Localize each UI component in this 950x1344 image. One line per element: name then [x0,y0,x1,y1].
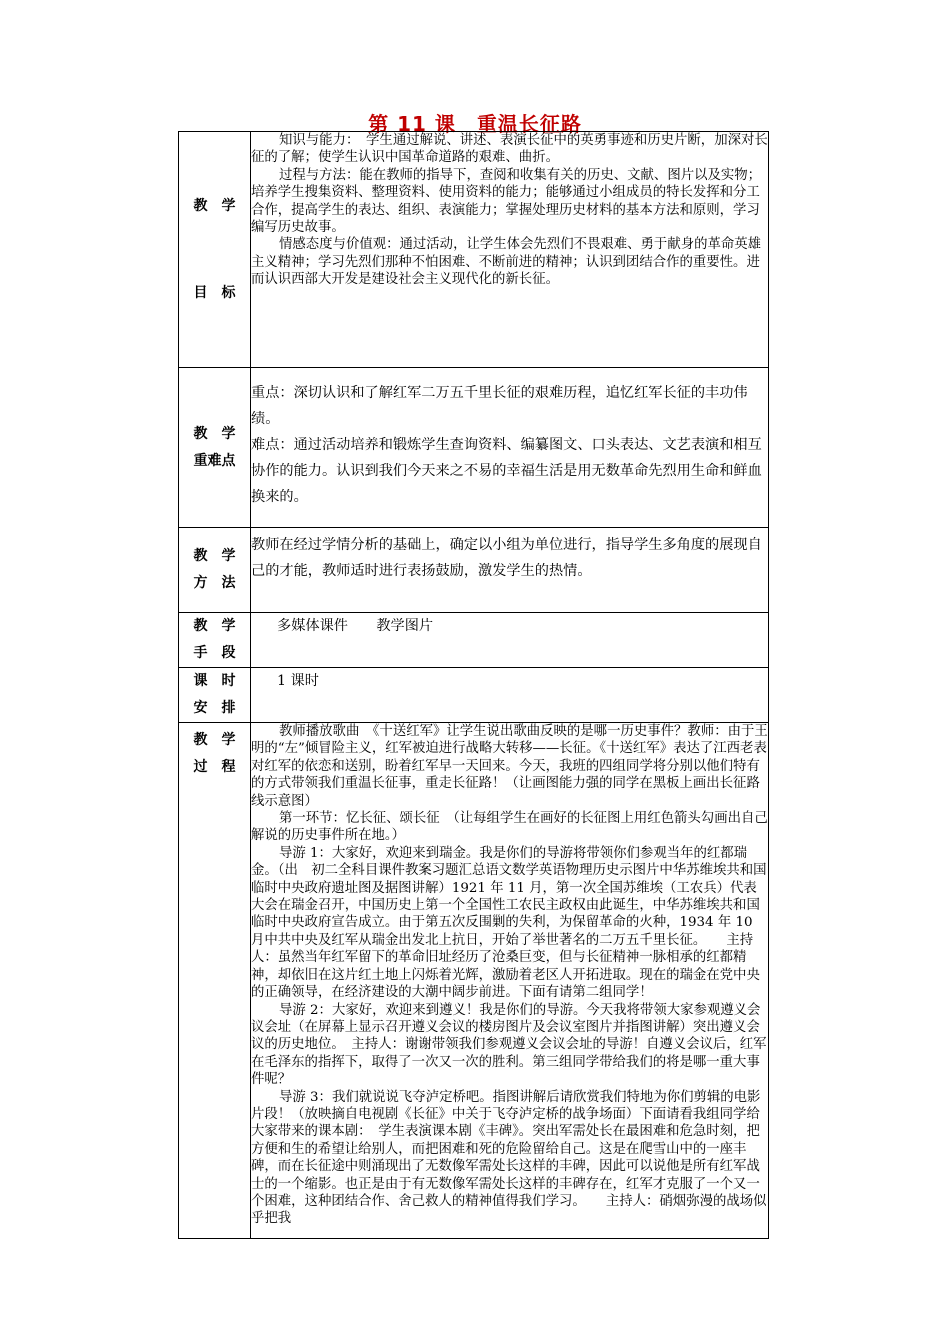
hours-text: 1 课时 [277,673,319,689]
paragraph: 教师在经过学情分析的基础上，确定以小组为单位进行，指导学生多角度的展现自己的才能，教师适时进行表扬鼓励，激发学生的热情。 [251,537,762,579]
row-label-line: 手 段 [193,645,236,661]
key-points-content [251,368,769,528]
means-content [251,613,769,668]
paragraph: 导游 3：我们就说说飞夺泸定桥吧。指图讲解后请欣赏我们特地为你们剪辑的电影片段！（放映摘自电视剧《长征》中关于飞夺泸定桥的战争场面）下面请看我组同学给大家带来的课本剧： 学生表演课本剧《丰碑》。突出军需处长在最困难和危急时刻，把方便和生的希望让给别人，而把困难和死的危险留给自己。这是在爬雪山中的一座丰碑，而在长征途中则涌现出了无数像军需处长这样的丰碑，因此可以说他是所有红军战士的一个缩影。也正是由于有无数像军需处长这样的丰碑存在，红军才克服了一个又一个困难，这种团结合作、舍己救人的精神值得我们学习。 主持人：硝烟弥漫的战场似乎把我 [251,1089,767,1227]
row-label-line: 课 时 [193,673,236,689]
row-label-line: 过 程 [193,759,236,775]
paragraph: 重点：深切认识和了解红军二万五千里长征的艰难历程，追忆红军长征的丰功伟绩。 [251,385,748,427]
paragraph: 难点：通过活动培养和锻炼学生查询资料、编纂图文、口头表达、文艺表演和相互协作的能力。认识到我们今天来之不易的幸福生活是用无数革命先烈用生命和鲜血换来的。 [251,437,762,505]
paragraph: 导游 1：大家好，欢迎来到瑞金。我是你们的导游将带领你们参观当年的红都瑞金。（出 初二全科目课件教案习题汇总语文数学英语物理历史示图片中华苏维埃共和国临时中央政府遗址图及据图讲解）1921 年 11 月，第一次全国苏维埃（工农兵）代表大会在瑞金召开，中国历史上第一个全国性工农民主政权由此诞生，中华苏维埃共和国临时中央政府宣告成立。由于第五次反围剿的失利，为保留革命的火种，1934 年 10 月中共中央及红军从瑞金出发北上抗日，开始了举世著名的二万五千里长征。 主持人：虽然当年红军留下的革命旧址经历了沧桑巨变，但与长征精神一脉相承的红都精神，却依旧在这片红土地上闪烁着光辉，激励着老区人开拓进取。现在的瑞金在党中央的正确领导，在经济建设的大潮中阔步前进。下面有请第二组同学！ [251,845,767,1001]
method-content [251,528,769,613]
row-label-line: 方 法 [193,575,236,591]
row-label-goals [179,132,251,368]
table-row-method [179,528,769,613]
table-row-goals [179,132,769,368]
row-label-hours [179,668,251,723]
paragraph: 情感态度与价值观：通过活动，让学生体会先烈们不畏艰难、勇于献身的革命英雄主义精神；学习先烈们那种不怕困难、不断前进的精神；认识到团结合作的重要性。进而认识西部大开发是建设社会主义现代化的新长征。 [251,237,762,288]
paragraph: 知识与能力： 学生通过解说、讲述、表演长征中的英勇事迹和历史片断，加深对长征的了解；使学生认识中国革命道路的艰难、曲折。 [251,133,768,166]
row-label-line: 安 排 [193,700,236,716]
paragraph: 教师播放歌曲 《十送红军》让学生说出歌曲反映的是哪一历史事件？教师：由于王明的“左”倾冒险主义，红军被迫进行战略大转移——长征。《十送红军》表达了江西老表对红军的依恋和送别，盼着红军早一天回来。今天，我班的四组同学将分别以他们特有的方式带领我们重温长征事，重走长征路！（让画图能力强的同学在黑板上画出长征路线示意图） [251,724,768,809]
table-row-key-points [179,368,769,528]
row-label-line: 教 学 [193,618,236,634]
means-text: 多媒体课件 教学图片 [277,618,434,634]
row-label-line: 教 学 [193,197,236,214]
row-label-method [179,528,251,613]
table-row-process [179,723,769,1239]
goals-content [251,132,769,368]
row-label-line: 教 学 [193,425,236,442]
hours-content [251,668,769,723]
row-label-line: 目 标 [193,284,236,301]
table-row-hours [179,668,769,723]
paragraph: 导游 2：大家好，欢迎来到遵义！我是你们的导游。今天我将带领大家参观遵义会议会址（在屏幕上显示召开遵义会议的楼房图片及会议室图片并指图讲解）突出遵义会议的历史地位。 主持人：谢谢带领我们参观遵义会议会址的导游！自遵义会议后，红军在毛泽东的指挥下，取得了一次又一次的胜利。第三组同学带给我们的将是哪一重大事件呢？ [251,1002,767,1088]
lesson-plan-table [178,131,769,1239]
paragraph: 第一环节：忆长征、颂长征 （让每组学生在画好的长征图上用红色箭头勾画出自己解说的历史事件所在地。） [251,811,768,844]
row-label-line: 教 学 [193,732,236,748]
row-label-key-points [179,368,251,528]
row-label-process [179,723,251,1239]
row-label-line: 教 学 [193,548,236,564]
page-title: 第 11 课 重温长征路 [368,112,582,136]
paragraph: 过程与方法：能在教师的指导下，查阅和收集有关的历史、文献、图片以及实物；培养学生搜集资料、整理资料、使用资料的能力；能够通过小组成员的特长发挥和分工合作，提高学生的表达、组织、表演能力；掌握处理历史材料的基本方法和原则，学习编写历史故事。 [251,167,762,236]
process-content [251,723,769,1239]
row-label-line: 重难点 [193,452,236,469]
table-row-means [179,613,769,668]
row-label-means [179,613,251,668]
